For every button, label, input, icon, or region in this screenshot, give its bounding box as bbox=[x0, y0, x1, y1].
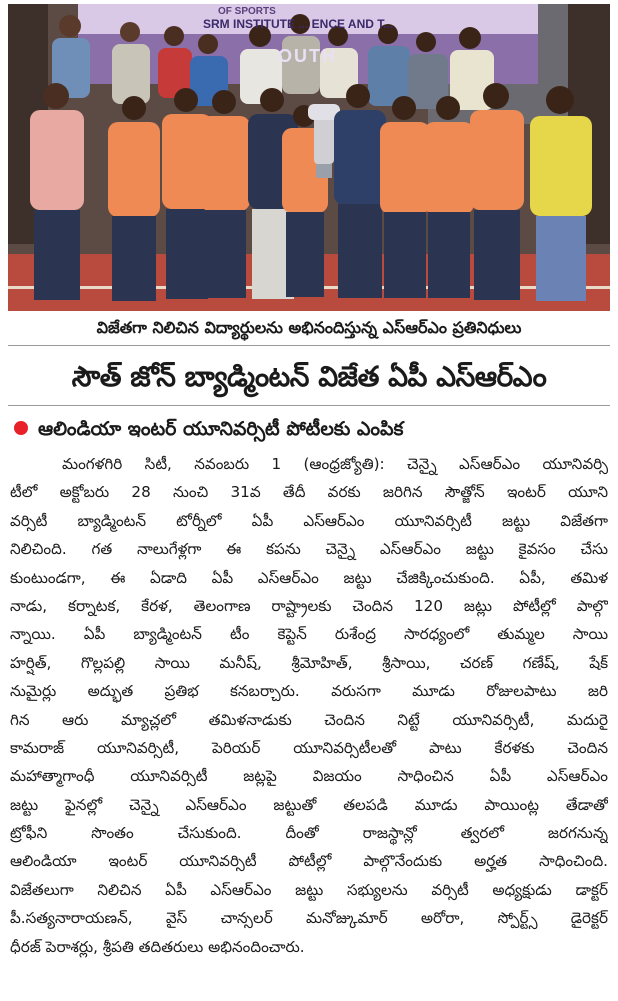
article-line: కామరాజ్ యూనివర్సిటీ, పెరియర్ యూనివర్సిటీలతో పాటు కేరళకు చెందిన bbox=[10, 738, 608, 757]
article-line: విజేతలుగా నిలిచిన ఏపీ ఎస్ఆర్ఎం జట్టు సభ్యులను వర్సిటీ అధ్యక్షుడు డాక్టర్ bbox=[10, 880, 608, 899]
article-body bbox=[10, 450, 608, 961]
article-line: ధీరజ్ పెరాశర్లు, శ్రీపతి తదితరులు అభినందించారు. bbox=[10, 937, 305, 956]
article-line: గిన ఆరు మ్యాచ్లలో తమిళనాడుకు చెందిన నిట్టే యూనివర్సిటీ, మదురై bbox=[10, 710, 608, 729]
article-line: మహాత్మాగాంధీ యూనివర్సిటీ జట్లపై విజయం సాధించిన ఏపీ ఎస్ఆర్ఎం bbox=[10, 767, 608, 786]
article-line: జట్టు ఫైనల్లో చెన్నై ఎస్ఆర్ఎం జట్టుతో తలపడి మూడు పాయింట్ల తేడాతో bbox=[10, 795, 608, 814]
banner-text-south: OUTH bbox=[278, 46, 337, 66]
red-bullet-icon bbox=[14, 421, 28, 435]
team-photo bbox=[8, 4, 610, 311]
headline-divider bbox=[8, 405, 610, 406]
article-line: నాడు, కర్నాటక, కేరళ, తెలంగాణ రాష్ట్రాలకు చెందిన 120 జట్లు పోటీల్లో పాల్గొ bbox=[10, 596, 608, 615]
article-line: ట్రోఫీని సొంతం చేసుకుంది. దీంతో రాజస్థాన్లో త్వరలో జరగనున్న bbox=[10, 824, 608, 843]
banner-text-top: OF SPORTS bbox=[218, 6, 276, 17]
article-line: వర్సిటీ బ్యాడ్మింటన్ టోర్నీలో ఏపీ ఎస్ఆర్ఎం యూనివర్సిటీ జట్టు విజేతగా bbox=[10, 511, 608, 530]
headline: సౌత్ జోన్ బ్యాడ్మింటన్ విజేత ఏపీ ఎస్ఆర్ఎం bbox=[71, 360, 547, 393]
caption-divider bbox=[8, 345, 610, 346]
article-line: హర్షిత్, గొల్లపల్లి సాయి మనీష్, శ్రీమోహిత్, శ్రీసాయి, చరణ్ గణేష్, షేక్ bbox=[10, 653, 608, 672]
banner-text-institute: SRM INSTITUTE ... ENCE AND T... bbox=[203, 17, 394, 31]
article-line: మంగళగిరి సిటీ, నవంబరు 1 (ఆంధ్రజ్యోతి): చెన్నై ఎస్ఆర్ఎం యూనివర్సి bbox=[62, 455, 608, 473]
subheadline-text: ఆలిండియా ఇంటర్ యూనివర్సిటీ పోటీలకు ఎంపిక bbox=[38, 418, 404, 440]
article-line: టీలో అక్టోబరు 28 నుంచి 31వ తేదీ వరకు జరిగిన సౌత్జోన్ ఇంటర్ యూని bbox=[10, 483, 608, 502]
article-line: న్నాయి. ఏపీ బ్యాడ్మింటన్ టీం కెప్టెన్ రుశేంద్ర సారధ్యంలో తుమ్మల సాయి bbox=[10, 625, 608, 644]
article-line: కుంటుండగా, ఈ ఏడాది ఏపీ ఎస్ఆర్ఎం జట్టు చేజిక్కించుకుంది. ఏపీ, తమిళ bbox=[10, 568, 608, 587]
photo-caption: విజేతగా నిలిచిన విద్యార్థులను అభినందిస్తున్న ఎస్ఆర్ఎం ప్రతినిధులు bbox=[96, 318, 522, 337]
article-line: ఆలిండియా ఇంటర్ యూనివర్సిటీ పోటీల్లో పాల్గొనేందుకు అర్హత సాధించింది. bbox=[10, 852, 608, 871]
article-line: నుమైర్లు అద్భుత ప్రతిభ కనబర్చారు. వరుసగా మూడు రోజులపాటు జరి bbox=[10, 682, 608, 701]
article-line: నిలిచింది. గత నాలుగేళ్లగా ఈ కపను చెన్నై ఎస్ఆర్ఎం జట్టు కైవసం చేసు bbox=[10, 540, 608, 559]
subheadline bbox=[8, 412, 610, 446]
article-line: పీ.సత్యనారాయణన్, వైస్ చాన్సలర్ మనోజ్కుమార్ అరోరా, స్పోర్ట్స్ డైరెక్టర్ bbox=[10, 909, 608, 928]
